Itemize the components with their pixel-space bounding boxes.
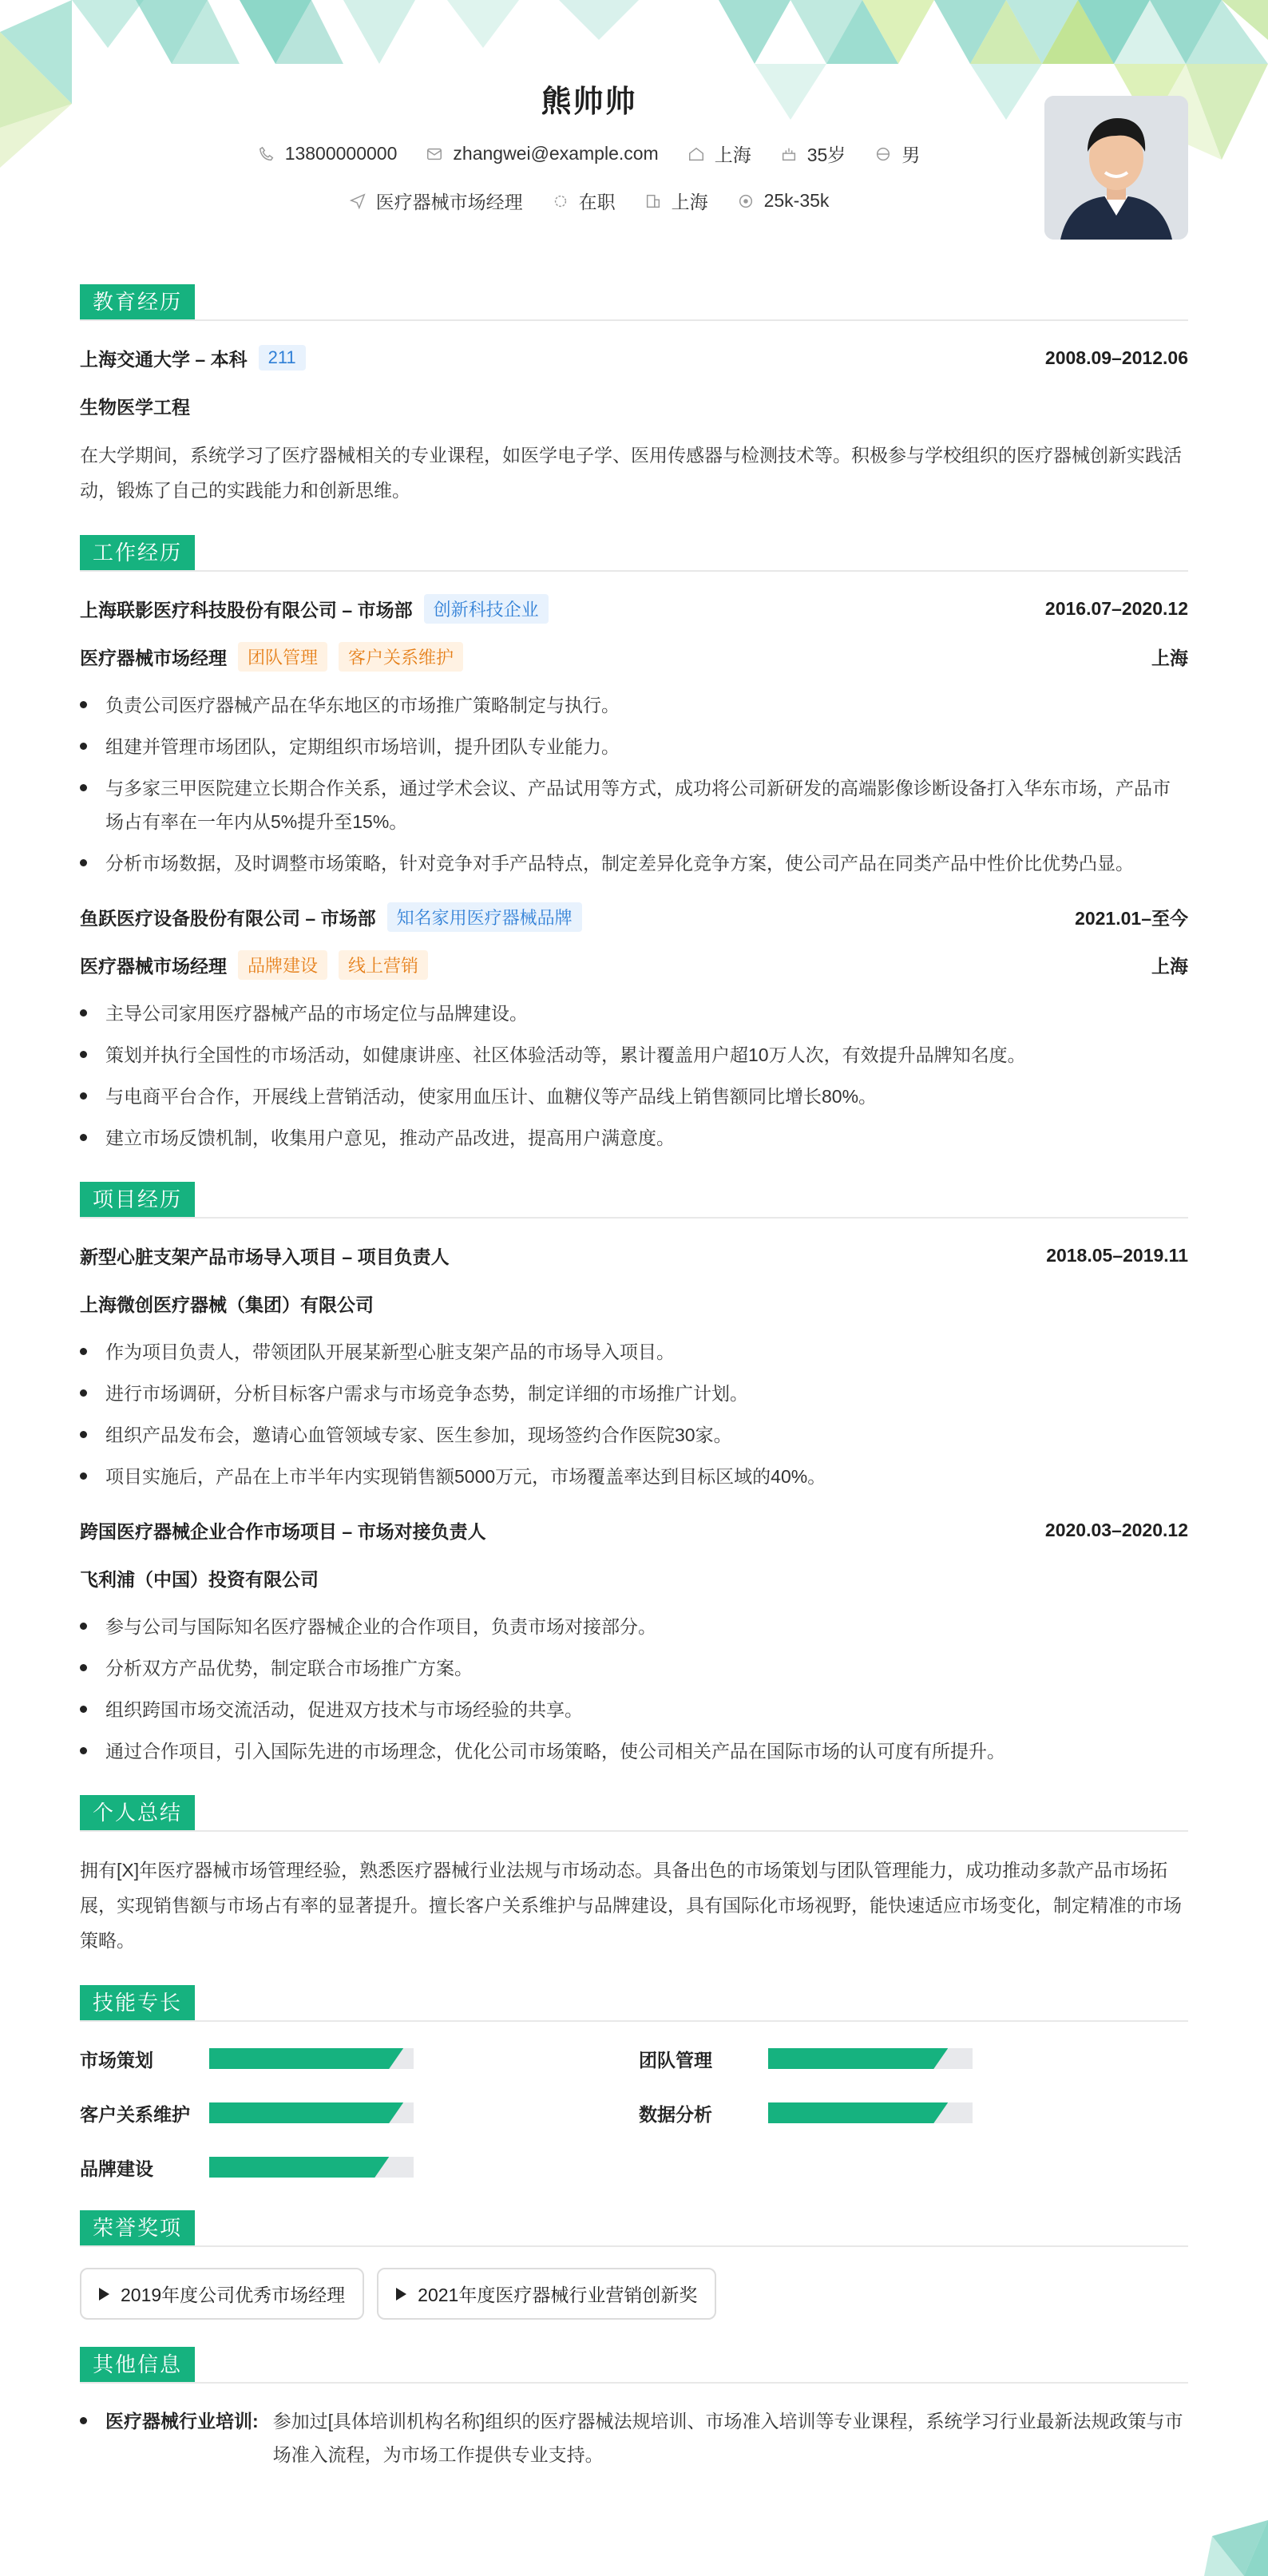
decorative-corner-pattern — [1180, 2488, 1268, 2576]
award-label: 2021年度医疗器械行业营销创新奖 — [418, 2285, 698, 2305]
skills-grid — [80, 2043, 1188, 2183]
skill-name: 团队管理 — [639, 2049, 712, 2071]
age: 35岁 — [806, 145, 846, 165]
project-entry — [80, 1514, 1188, 1768]
section-title: 工作经历 — [80, 535, 195, 570]
other-label: 医疗器械行业培训: — [105, 2411, 259, 2431]
section-title: 技能专长 — [80, 1985, 195, 2020]
role-title: 医疗器械市场经理 — [80, 647, 227, 668]
project-title: 新型心脏支架产品市场导入项目 – 项目负责人 — [80, 1246, 450, 1267]
list-item: 建立市场反馈机制，收集用户意见，推动产品改进，提高用户满意度。 — [80, 1121, 1188, 1155]
work-bullets — [80, 688, 1188, 880]
project-title: 跨国医疗器械企业合作市场项目 – 市场对接负责人 — [80, 1520, 486, 1542]
award-label: 2019年度公司优秀市场经理 — [121, 2285, 346, 2305]
project-dates: 2018.05–2019.11 — [1046, 1244, 1188, 1266]
city: 上海 — [714, 145, 751, 165]
section-header — [80, 1182, 1188, 1219]
list-item: 项目实施后，产品在上市半年内实现销售额5000万元，市场覆盖率达到目标区域的40%。 — [80, 1460, 1188, 1493]
education-dates: 2008.09–2012.06 — [1044, 347, 1188, 368]
job-title: 医疗器械市场经理 — [375, 192, 523, 212]
cake-icon — [780, 145, 798, 163]
resume-header — [0, 80, 1178, 214]
skill-name: 数据分析 — [639, 2103, 712, 2125]
section-title: 教育经历 — [80, 284, 195, 319]
list-item: 通过合作项目，引入国际先进的市场理念，优化公司市场策略，使公司相关产品在国际市场的认可度有所提升。 — [80, 1734, 1188, 1768]
skill-bar-fill — [768, 2102, 948, 2123]
skill-bar — [209, 2102, 414, 2123]
list-item: 负责公司医疗器械产品在华东地区的市场推广策略制定与执行。 — [80, 688, 1188, 722]
phone-item — [258, 141, 398, 167]
phone-number: 13800000000 — [284, 143, 398, 164]
company-name: 鱼跃医疗设备股份有限公司 – 市场部 — [80, 907, 376, 929]
work-dates: 2016.07–2020.12 — [1044, 597, 1188, 619]
target-city: 上海 — [671, 192, 708, 212]
other-text: 参加过[具体培训机构名称]组织的医疗器械法规培训、市场准入培训等专业课程，系统学习行业最新法规政策与市场准入流程，为市场工作提供专业支持。 — [272, 2411, 1183, 2465]
list-item: 与多家三甲医院建立长期合作关系，通过学术会议、产品试用等方式，成功将公司新研发的高端影像诊断设备打入华东市场，产品市场占有率在一年内从5%提升至15%。 — [80, 771, 1188, 838]
employment-status: 在职 — [578, 192, 616, 212]
education-description: 在大学期间，系统学习了医疗器械相关的专业课程，如医学电子学、医用传感器与检测技术等。积极参与学校组织的医疗器械创新实践活动，锻炼了自己的实践能力和创新思维。 — [80, 445, 1182, 501]
major-row — [80, 390, 1188, 422]
section-header — [80, 2210, 1188, 2247]
work-section — [80, 535, 1188, 1155]
other-section — [80, 2347, 1188, 2471]
job-title-item — [349, 188, 523, 214]
section-header — [80, 1985, 1188, 2022]
other-item — [80, 2404, 1188, 2471]
role-tag: 品牌建设 — [238, 950, 327, 980]
skill-item — [80, 2151, 639, 2183]
section-header — [80, 2347, 1188, 2384]
awards-list — [80, 2268, 1188, 2320]
award-chip[interactable] — [377, 2268, 716, 2320]
list-item: 组织产品发布会，邀请心血管领域专家、医生参加，现场签约合作医院30家。 — [80, 1418, 1188, 1452]
work-dates: 2021.01–至今 — [1075, 907, 1188, 929]
role-row — [80, 640, 1188, 672]
skill-bar — [768, 2102, 973, 2123]
skill-name: 品牌建设 — [80, 2158, 153, 2179]
project-bullets — [80, 1335, 1188, 1493]
skill-bar-fill — [209, 2157, 389, 2178]
project-org-row — [80, 1562, 1188, 1594]
status-item — [552, 188, 616, 214]
age-item — [780, 141, 846, 167]
city-item — [687, 141, 751, 167]
role-tag: 团队管理 — [238, 642, 327, 672]
building-icon — [644, 192, 662, 210]
list-item: 与电商平台合作，开展线上营销活动，使家用血压计、血糖仪等产品线上销售额同比增长80%。 — [80, 1080, 1188, 1113]
status-icon — [552, 192, 569, 210]
email-item — [426, 141, 658, 167]
gender-icon — [874, 145, 892, 163]
section-header — [80, 535, 1188, 572]
contact-info-row — [0, 141, 1178, 167]
list-item: 参与公司与国际知名医疗器械企业的合作项目，负责市场对接部分。 — [80, 1610, 1188, 1643]
company-row — [80, 901, 1188, 933]
list-item: 进行市场调研，分析目标客户需求与市场竞争态势，制定详细的市场推广计划。 — [80, 1377, 1188, 1410]
skill-bar-fill — [768, 2048, 948, 2069]
list-item: 策划并执行全国性的市场活动，如健康讲座、社区体验活动等，累计覆盖用户超10万人次，有效提升品牌知名度。 — [80, 1038, 1188, 1072]
project-title-row — [80, 1514, 1188, 1546]
company-row — [80, 592, 1188, 624]
skill-bar-fill — [209, 2102, 403, 2123]
summary-text: 拥有[X]年医疗器械市场管理经验，熟悉医疗器械行业法规与市场动态。具备出色的市场策划与团队管理能力，成功推动多款产品市场拓展，实现销售额与市场占有率的显著提升。擅长客户关系维护与品牌建设，具有国际化市场视野，能快速适应市场变化，制定精准的市场策略。 — [80, 1860, 1182, 1951]
skill-item — [639, 2097, 1188, 2129]
list-item: 组织跨国市场交流活动，促进双方技术与市场经验的共享。 — [80, 1693, 1188, 1726]
resume-content — [80, 284, 1188, 2499]
work-location: 上海 — [1151, 955, 1188, 977]
skill-name: 客户关系维护 — [80, 2103, 190, 2125]
list-item: 分析市场数据，及时调整市场策略，针对竞争对手产品特点，制定差异化竞争方案，使公司产品在同类产品中性价比优势凸显。 — [80, 846, 1188, 880]
list-item: 组建并管理市场团队，定期组织市场培训，提升团队专业能力。 — [80, 730, 1188, 763]
section-header — [80, 1795, 1188, 1832]
target-city-item — [644, 188, 708, 214]
role-row — [80, 949, 1188, 981]
skill-item — [80, 2043, 639, 2075]
salary-range: 25k-35k — [763, 190, 830, 211]
section-title: 项目经历 — [80, 1182, 195, 1217]
gender: 男 — [901, 145, 921, 165]
send-icon — [349, 192, 367, 210]
work-location: 上海 — [1151, 647, 1188, 668]
summary-section — [80, 1795, 1188, 1958]
work-bullets — [80, 997, 1188, 1155]
role-tag: 客户关系维护 — [339, 642, 463, 672]
school-name: 上海交通大学 – 本科 — [80, 348, 248, 370]
company-tag: 创新科技企业 — [424, 594, 549, 624]
skill-bar-fill — [209, 2048, 403, 2069]
work-entry — [80, 592, 1188, 880]
gender-item — [874, 141, 920, 167]
play-triangle-icon — [396, 2288, 406, 2301]
home-icon — [687, 145, 705, 163]
list-item: 作为项目负责人，带领团队开展某新型心脏支架产品的市场导入项目。 — [80, 1335, 1188, 1369]
candidate-name: 熊帅帅 — [541, 85, 637, 119]
email-address: zhangwei@example.com — [453, 143, 659, 164]
section-header — [80, 284, 1188, 321]
salary-item — [737, 188, 830, 214]
education-section — [80, 284, 1188, 508]
list-item: 分析双方产品优势，制定联合市场推广方案。 — [80, 1651, 1188, 1685]
profile-photo — [1044, 96, 1188, 240]
salary-icon — [737, 192, 755, 210]
project-org-row — [80, 1287, 1188, 1319]
work-entry — [80, 901, 1188, 1155]
section-title: 其他信息 — [80, 2347, 195, 2382]
company-tag: 知名家用医疗器械品牌 — [387, 902, 582, 932]
project-title-row — [80, 1239, 1188, 1271]
education-row — [80, 342, 1188, 374]
skill-name: 市场策划 — [80, 2049, 153, 2071]
skill-item — [80, 2097, 639, 2129]
major: 生物医学工程 — [80, 396, 190, 418]
person-avatar-icon — [1044, 96, 1188, 240]
project-org: 飞利浦（中国）投资有限公司 — [80, 1568, 319, 1590]
section-title: 荣誉奖项 — [80, 2210, 195, 2245]
mail-icon — [426, 145, 443, 163]
role-tag: 线上营销 — [339, 950, 428, 980]
list-item: 主导公司家用医疗器械产品的市场定位与品牌建设。 — [80, 997, 1188, 1030]
skill-item — [639, 2043, 1188, 2075]
award-chip[interactable] — [80, 2268, 364, 2320]
job-info-row — [0, 188, 1178, 214]
project-dates: 2020.03–2020.12 — [1044, 1519, 1188, 1540]
school-tag: 211 — [259, 345, 306, 371]
project-bullets — [80, 1610, 1188, 1768]
company-name: 上海联影医疗科技股份有限公司 – 市场部 — [80, 599, 413, 620]
role-title: 医疗器械市场经理 — [80, 955, 227, 977]
section-title: 个人总结 — [80, 1795, 195, 1830]
awards-section — [80, 2210, 1188, 2320]
phone-icon — [258, 145, 275, 163]
skill-bar — [768, 2048, 973, 2069]
play-triangle-icon — [99, 2288, 109, 2301]
project-entry — [80, 1239, 1188, 1493]
project-section — [80, 1182, 1188, 1768]
project-org: 上海微创医疗器械（集团）有限公司 — [80, 1294, 374, 1315]
skill-bar — [209, 2048, 414, 2069]
skill-bar — [209, 2157, 414, 2178]
skills-section — [80, 1985, 1188, 2183]
